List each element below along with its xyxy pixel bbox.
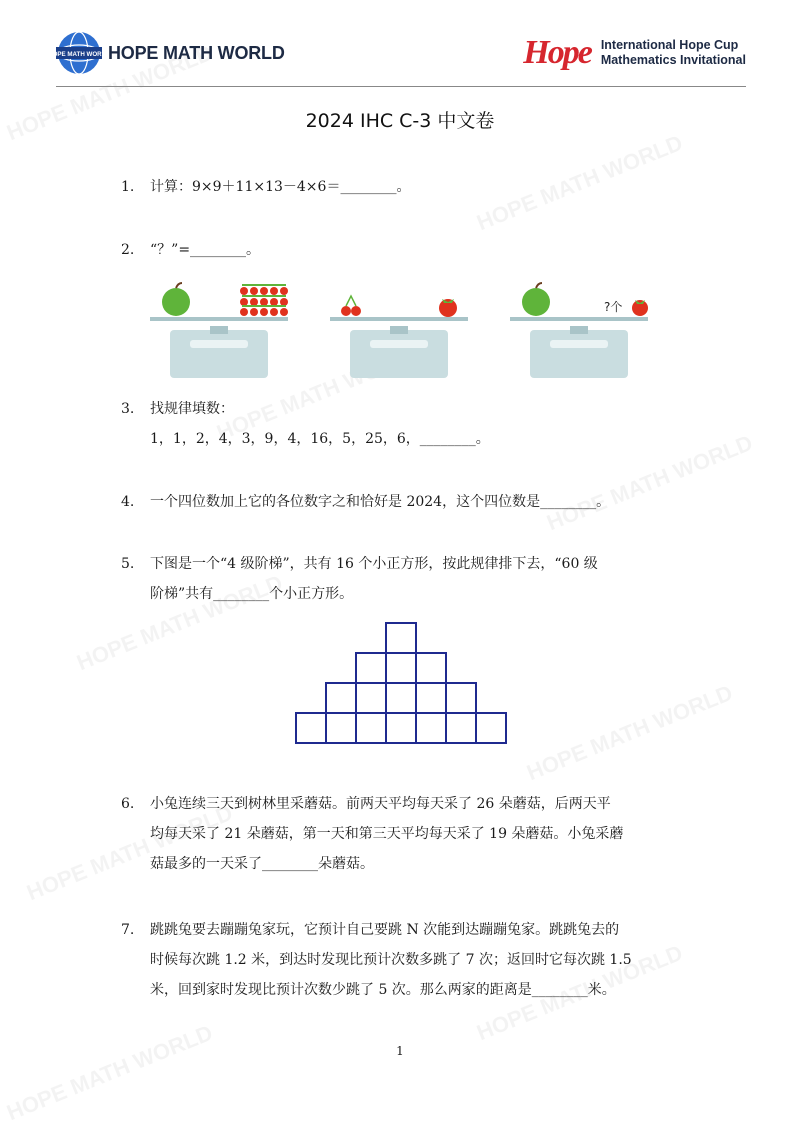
cherry-icon <box>341 296 361 316</box>
question-7 <box>121 915 681 1005</box>
right-brand-line1: International Hope Cup <box>600 38 739 52</box>
stair-square <box>326 683 356 713</box>
cherry-group-icon <box>240 284 288 316</box>
scale-base <box>350 330 448 378</box>
stair-square <box>386 683 416 713</box>
question-text: 时候每次跳 1.2 米，到达时发现比预计次数多跳了 7 次；返回时它每次跳 1.5 <box>150 952 632 968</box>
right-brand-line2: Mathematics Invitational <box>600 53 746 67</box>
stair-square <box>356 683 386 713</box>
question-2 <box>121 235 681 265</box>
question-6 <box>121 789 681 879</box>
stair-square <box>476 713 506 743</box>
staircase-figure <box>292 620 510 748</box>
scale-base <box>170 330 268 378</box>
apple-icon <box>162 288 190 316</box>
balance-scale-3 <box>508 282 668 382</box>
question-number: 3. <box>121 401 135 417</box>
balance-scale-1 <box>148 282 308 382</box>
question-text: 找规律填数： <box>150 401 234 417</box>
stair-square <box>356 653 386 683</box>
stair-square <box>386 653 416 683</box>
balance-scales-figure <box>148 282 668 382</box>
question-1 <box>121 172 681 202</box>
globe-text: HOPE MATH WORLD <box>48 51 110 58</box>
scale-pan <box>510 317 648 321</box>
stair-square <box>446 713 476 743</box>
question-number: 6. <box>121 796 135 812</box>
stair-square <box>386 713 416 743</box>
question-text: 米，回到家时发现比预计次数少跳了 5 次。那么两家的距离是________米。 <box>150 982 616 998</box>
question-text: 均每天采了 21 朵蘑菇，第一天和第三天平均每天采了 19 朵蘑菇。小兔采蘑 <box>150 826 624 842</box>
scale-pan <box>330 317 468 321</box>
question-text: 阶梯”共有________个小正方形。 <box>150 586 354 602</box>
question-5 <box>121 549 681 609</box>
hope-logo-mark: Hope <box>523 34 591 71</box>
stair-square <box>326 713 356 743</box>
question-4 <box>121 487 681 517</box>
header-divider <box>56 86 746 87</box>
left-brand-name: HOPE MATH WORLD <box>108 42 285 63</box>
question-text: “？”=________。 <box>150 242 261 258</box>
page-title: 2024 IHC C-3 中文卷 <box>305 110 495 132</box>
question-text: 跳跳兔要去蹦蹦兔家玩，它预计自己要跳 N 次能到达蹦蹦兔家。跳跳兔去的 <box>150 922 620 938</box>
scale-pan <box>150 317 288 321</box>
stair-square <box>356 713 386 743</box>
hope-cup-logo <box>523 36 746 70</box>
balance-scale-2 <box>328 282 488 382</box>
question-text: 1，1，2，4，3，9，4，16，5，25，6，________。 <box>150 431 490 447</box>
stair-square <box>416 683 446 713</box>
stair-square <box>296 713 326 743</box>
globe-icon <box>48 30 110 76</box>
question-text: 下图是一个“4 级阶梯”，共有 16 个小正方形，按此规律排下去，“60 级 <box>150 556 598 572</box>
scale-question-label: ?个 <box>604 300 623 314</box>
stair-square <box>446 683 476 713</box>
watermark <box>3 1020 216 1126</box>
page-header <box>48 28 746 88</box>
question-text: 计算：9×9＋11×13－4×6＝________。 <box>150 179 411 195</box>
question-number: 2. <box>121 242 135 258</box>
hope-math-world-logo <box>48 30 285 76</box>
question-number: 4. <box>121 494 135 510</box>
question-text: 菇最多的一天采了________朵蘑菇。 <box>150 856 374 872</box>
question-number: 1. <box>121 179 135 195</box>
question-3 <box>121 394 681 454</box>
apple-icon <box>522 288 550 316</box>
question-text: 小兔连续三天到树林里采蘑菇。前两天平均每天采了 26 朵蘑菇，后两天平 <box>150 796 611 812</box>
question-number: 7. <box>121 922 135 938</box>
question-number: 5. <box>121 556 135 572</box>
stair-square <box>386 623 416 653</box>
scale-base <box>530 330 628 378</box>
watermark <box>523 680 736 786</box>
stair-square <box>416 653 446 683</box>
question-text: 一个四位数加上它的各位数字之和恰好是 2024，这个四位数是________。 <box>150 494 611 510</box>
stair-square <box>416 713 446 743</box>
tomato-icon <box>439 299 457 317</box>
page-number: 1 <box>396 1044 404 1058</box>
tomato-icon <box>632 300 648 316</box>
